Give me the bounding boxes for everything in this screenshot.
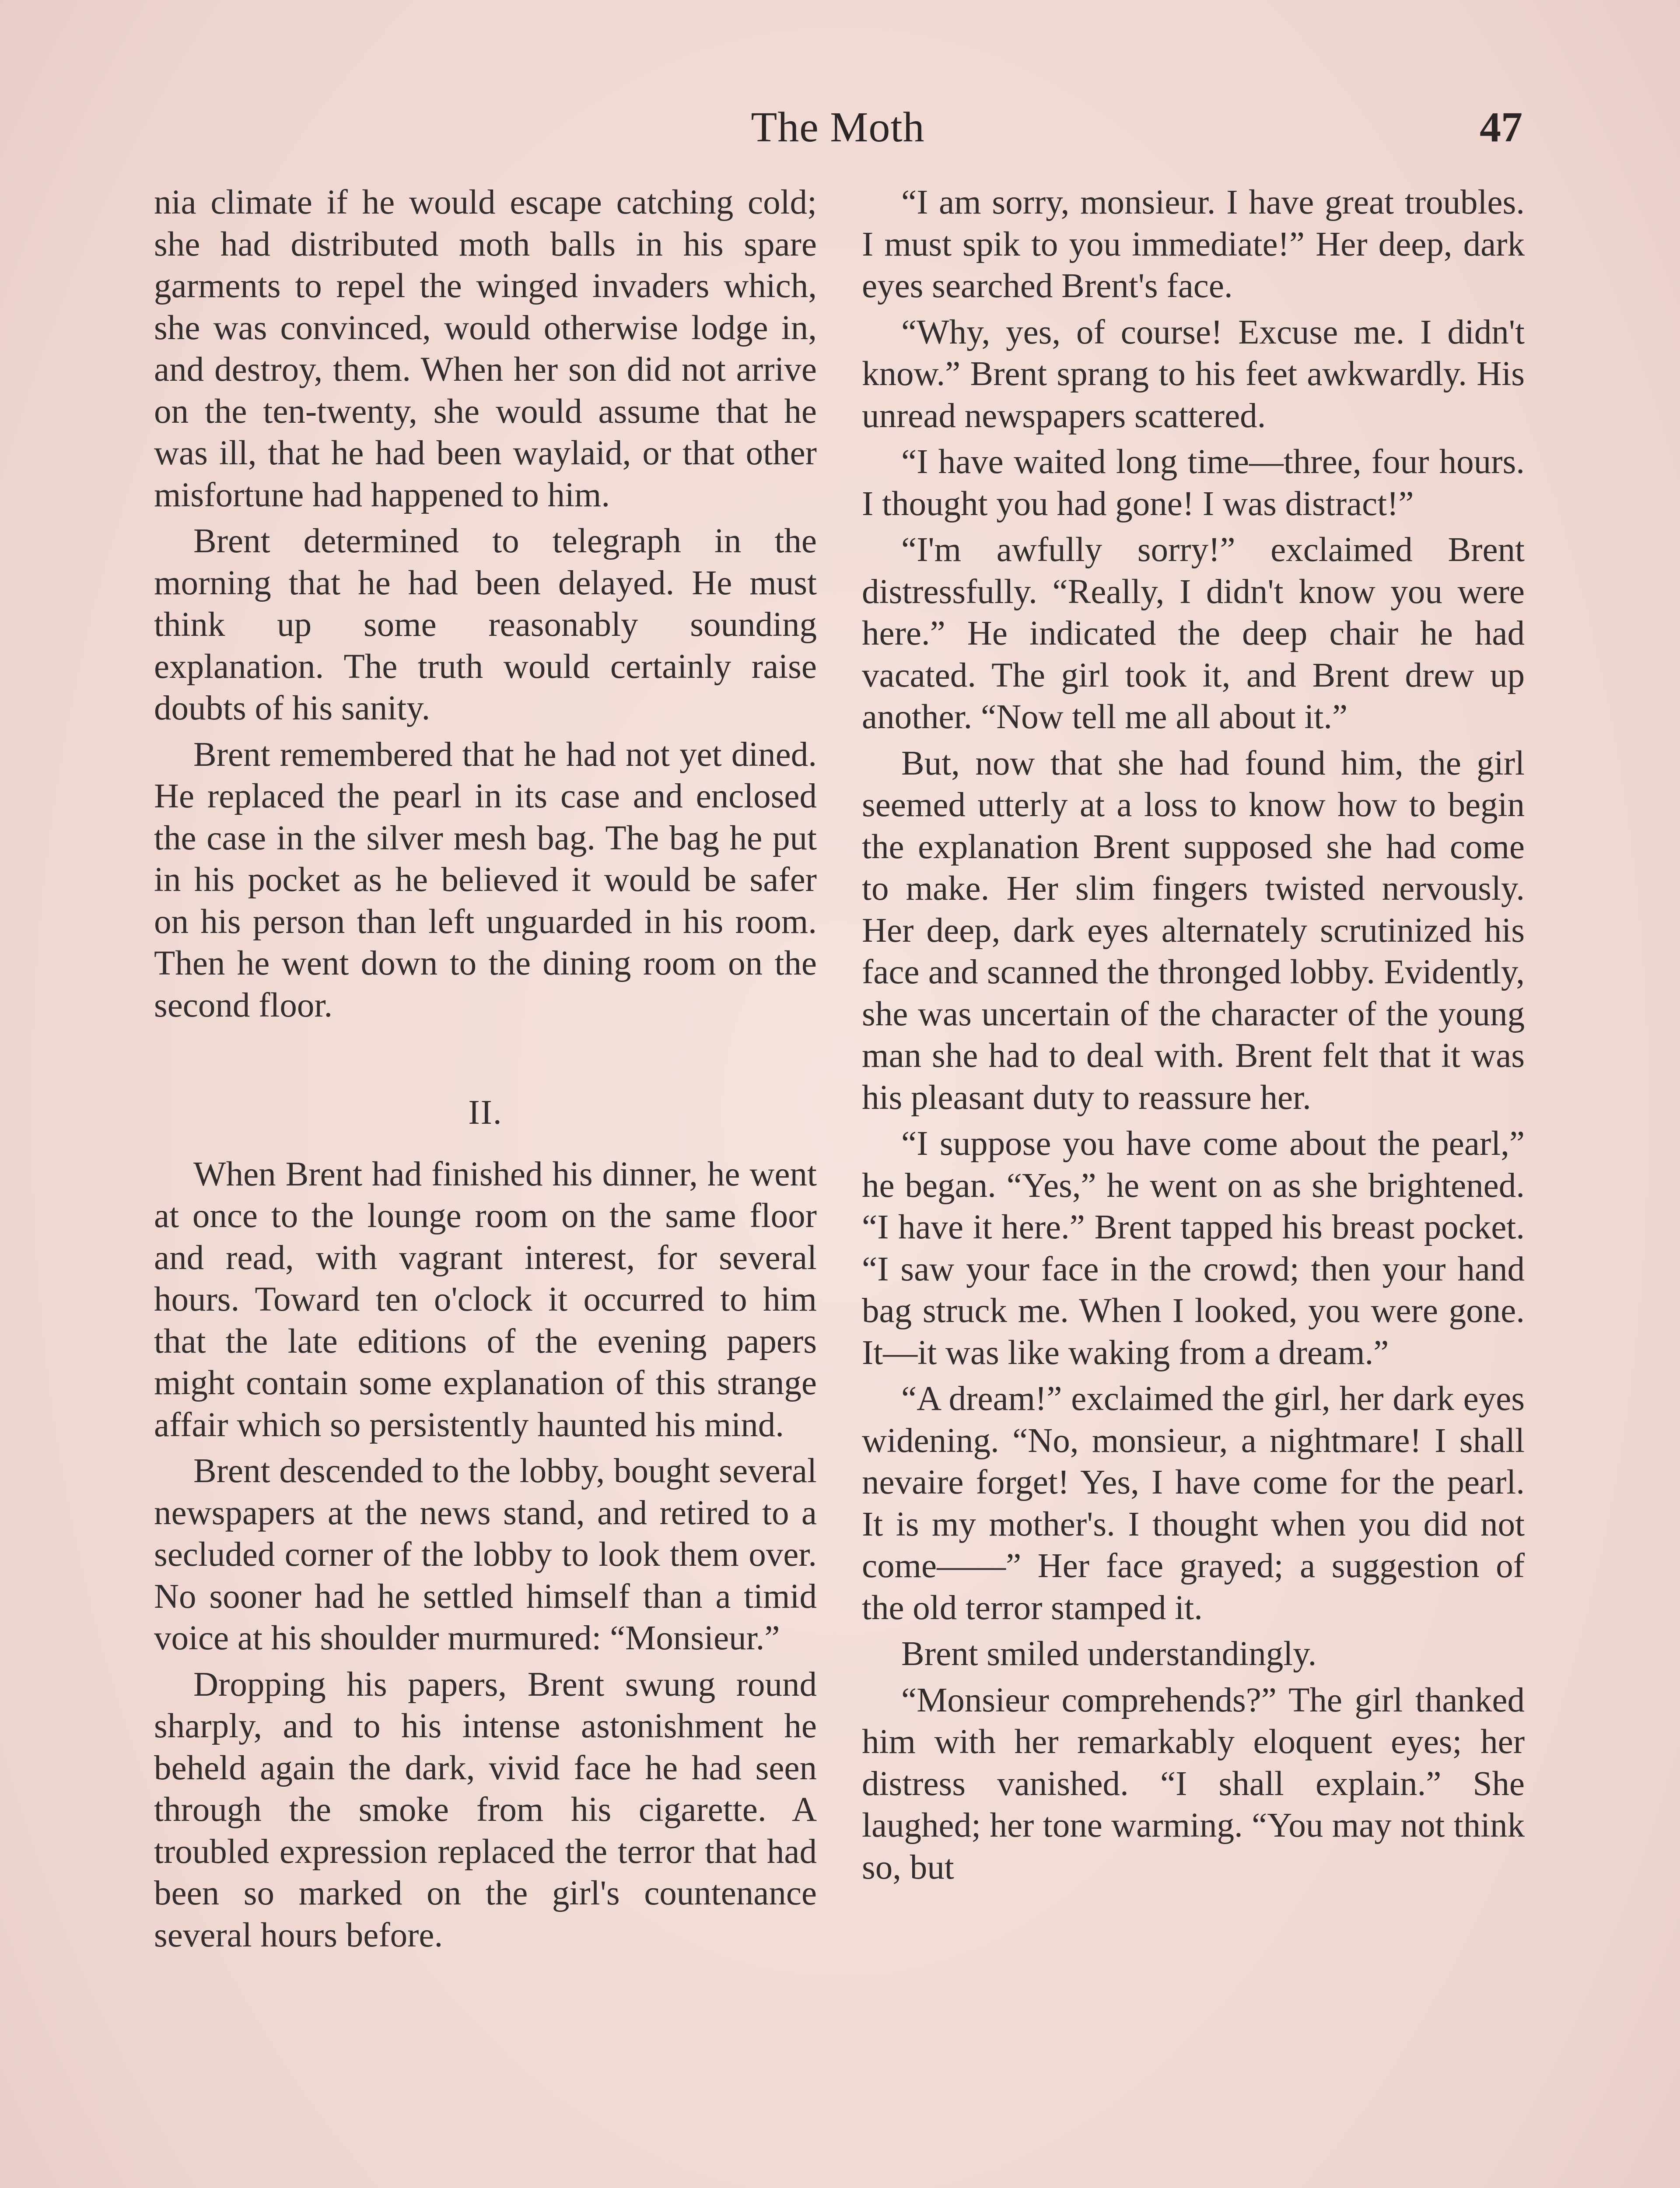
right-column (862, 182, 1525, 1893)
section-heading: II. (468, 1094, 503, 1132)
paragraph: “I have waited long time—three, four hours. I thought you had gone! I was distract!” (862, 443, 1525, 523)
page-number: 47 (1480, 104, 1522, 151)
page-header (153, 103, 1522, 160)
paragraph: Brent smiled understandingly. (901, 1635, 1317, 1673)
paragraph: Dropping his papers, Brent swung round sharply, and to his intense astonishment he beheld again the dark, vivid face he had seen through the smoke from his cigarette. A troubled expression replaced the terror that had been so marked on the girl's countenance several hours before. (154, 1665, 817, 1954)
paragraph: “Monsieur comprehends?” The girl thanked him with her remarkably eloquent eyes; her distress vanished. “I shall explain.” She laughed; her tone warming. “You may not think so, but (862, 1681, 1525, 1886)
paragraph: When Brent had finished his dinner, he went at once to the lounge room on the same floor and read, with vagrant interest, for several hours. Toward ten o'clock it occurred to him that the late editions of the evening papers might contain some explanation of this strange affair which so persistently haunted his mind. (154, 1155, 817, 1444)
paragraph: “A dream!” exclaimed the girl, her dark eyes widening. “No, monsieur, a nightmare! I shall nevaire forget! Yes, I have come for the pearl. It is my mother's. I thought when you did not come——” Her face grayed; a suggestion of the old terror stamped it. (862, 1380, 1525, 1627)
paragraph: “I'm awfully sorry!” exclaimed Brent distressfully. “Really, I didn't know you were here.” He indicated the deep chair he had vacated. The girl took it, and Brent drew up another. “Now tell me all about it.” (862, 531, 1525, 736)
paragraph: But, now that she had found him, the girl seemed utterly at a loss to know how to begin the explanation Brent supposed she had come to make. Her slim fingers twisted nervously. Her deep, dark eyes alternately scrutinized his face and scanned the thronged lobby. Evidently, she was uncertain of the character of the young man she had to deal with. Brent felt that it was his pleasant duty to reassure her. (862, 744, 1525, 1117)
paragraph: Brent descended to the lobby, bought several newspapers at the news stand, and retired to a secluded corner of the lobby to look them over. No sooner had he settled himself than a timid voice at his shoulder murmured: “Monsieur.” (154, 1452, 817, 1657)
running-title: The Moth (751, 104, 925, 151)
paragraph: “Why, yes, of course! Excuse me. I didn't know.” Brent sprang to his feet awkwardly. His unread newspapers scattered. (862, 313, 1525, 435)
paragraph: nia climate if he would escape catching cold; she had distributed moth balls in his spare garments to repel the winged invaders which, she was convinced, would otherwise lodge in, and destroy, them. When her son did not arrive on the ten-twenty, she would assume that he was ill, that he had been waylaid, or that other misfortune had happened to him. (154, 183, 817, 514)
paragraph: Brent determined to telegraph in the morning that he had been delayed. He must think up some reasonably sounding explanation. The truth would certainly raise doubts of his sanity. (154, 522, 817, 727)
left-column (154, 182, 817, 1960)
paragraph: Brent remembered that he had not yet dined. He replaced the pearl in its case and enclosed the case in the silver mesh bag. The bag he put in his pocket as he believed it would be safer on his person than left unguarded in his room. Then he went down to the dining room on the second floor. (154, 735, 817, 1024)
paragraph: “I suppose you have come about the pearl,” he began. “Yes,” he went on as she brightened. “I have it here.” Brent tapped his breast pocket. “I saw your face in the crowd; then your hand bag struck me. When I looked, you were gone. It—it was like waking from a dream.” (862, 1125, 1525, 1372)
paragraph: “I am sorry, monsieur. I have great troubles. I must spik to you immediate!” Her deep, dark eyes searched Brent's face. (862, 183, 1525, 305)
